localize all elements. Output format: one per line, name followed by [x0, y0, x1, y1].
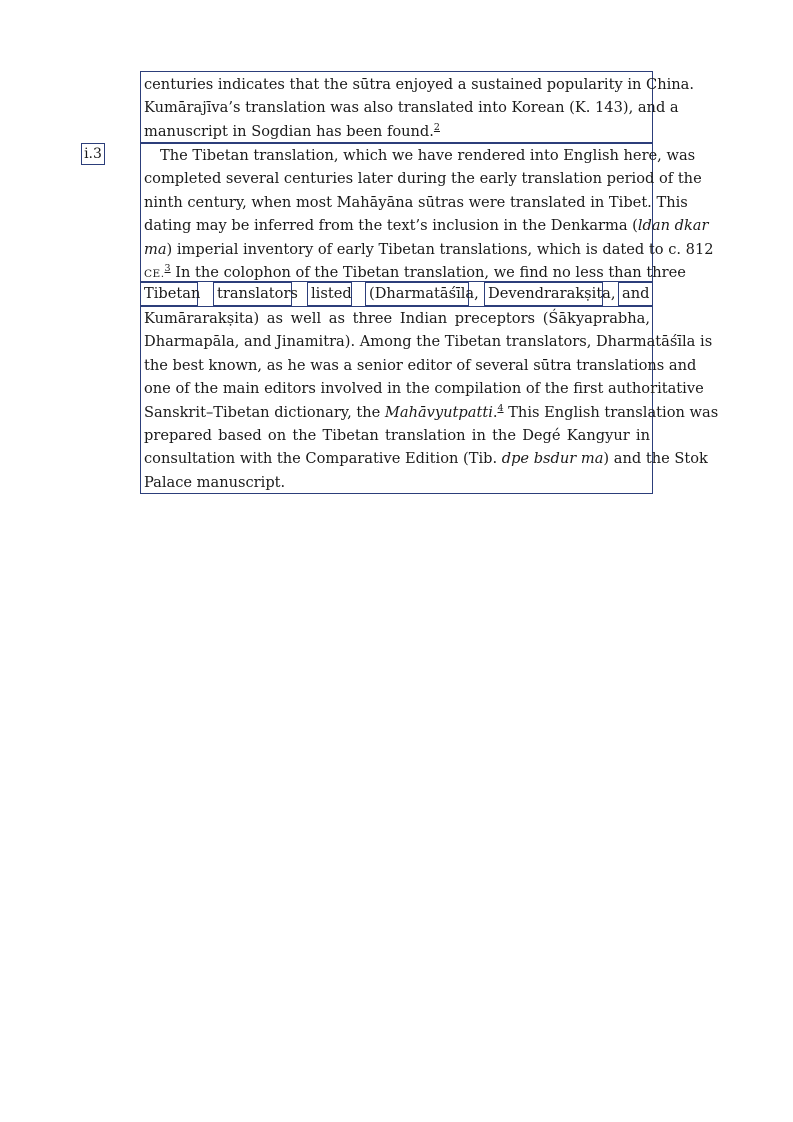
paragraph-i3-part1 — [140, 143, 714, 282]
paragraph-fragment — [140, 71, 695, 143]
word-box: listed — [307, 282, 352, 306]
boxed-word-row — [140, 282, 653, 306]
italic-term: dpe bsdur ma — [501, 450, 604, 468]
text-line: Dharmapāla, and Jinamitra). Among the Tibetan translators, Dharmatāśīla is — [144, 333, 713, 351]
text-line — [144, 238, 714, 261]
text-line: Palace manuscript. — [144, 473, 286, 491]
text-span: In the colophon of the Tibetan translation, we find no less than three — [170, 264, 686, 282]
italic-term: Mahāvyutpatti — [384, 403, 493, 421]
word-box: (Dharmatāśīla, — [365, 282, 469, 306]
text-line — [144, 120, 650, 143]
text-line — [144, 401, 719, 424]
text-line: completed several centuries later during the early translation period of the — [144, 170, 702, 188]
text-line: one of the main editors involved in the compilation of the first authoritative — [144, 380, 704, 398]
footnote-link[interactable]: 2 — [433, 121, 440, 133]
italic-term: ma — [144, 240, 167, 258]
text-line: The Tibetan translation, which we have rendered into English here, was — [160, 147, 696, 164]
text-line: centuries indicates that the sūtra enjoyed a sustained popularity in China. — [144, 76, 695, 93]
text-line: the best known, as he was a senior editor of several sūtra translations and — [144, 356, 697, 374]
footnote-link[interactable]: 4 — [497, 402, 504, 414]
word-box: Devendrarakṣita, — [484, 282, 603, 306]
footnote-link[interactable]: 3 — [164, 263, 171, 275]
text-line — [144, 214, 709, 237]
text-line: ninth century, when most Mahāyāna sūtras were translated in Tibet. This — [144, 193, 688, 211]
text-span: This English translation was — [503, 403, 719, 421]
text-line: prepared based on the Tibetan translation in the Degé Kangyur in — [144, 427, 650, 445]
text-span: ) imperial inventory of early Tibetan translations, which is dated to c. 812 — [166, 240, 714, 258]
text-span: Sanskrit–Tibetan dictionary, the — [144, 403, 385, 421]
text-line — [144, 447, 708, 470]
text-span: dating may be inferred from the text’s inclusion in the Denkarma ( — [144, 217, 638, 235]
text-span: . — [492, 403, 498, 421]
text-span: manuscript in Sogdian has been found. — [144, 122, 434, 140]
text-span: ) and the Stok — [603, 450, 708, 468]
text-line: Kumārarakṣita) as well as three Indian preceptors (Śākyaprabha, — [144, 310, 650, 327]
text-span: consultation with the Comparative Edition (Tib. — [144, 450, 502, 468]
paragraph-number[interactable]: i.3 — [81, 143, 105, 165]
word-box: translators — [213, 282, 292, 306]
era-abbreviation: CE. — [144, 268, 165, 281]
italic-term: ldan dkar — [637, 217, 709, 235]
text-line: Kumārajīva’s translation was also translated into Korean (K. 143), and a — [144, 99, 679, 117]
word-box: Tibetan — [140, 282, 198, 306]
word-box: and — [618, 282, 653, 306]
paragraph-i3-part2 — [140, 306, 719, 494]
